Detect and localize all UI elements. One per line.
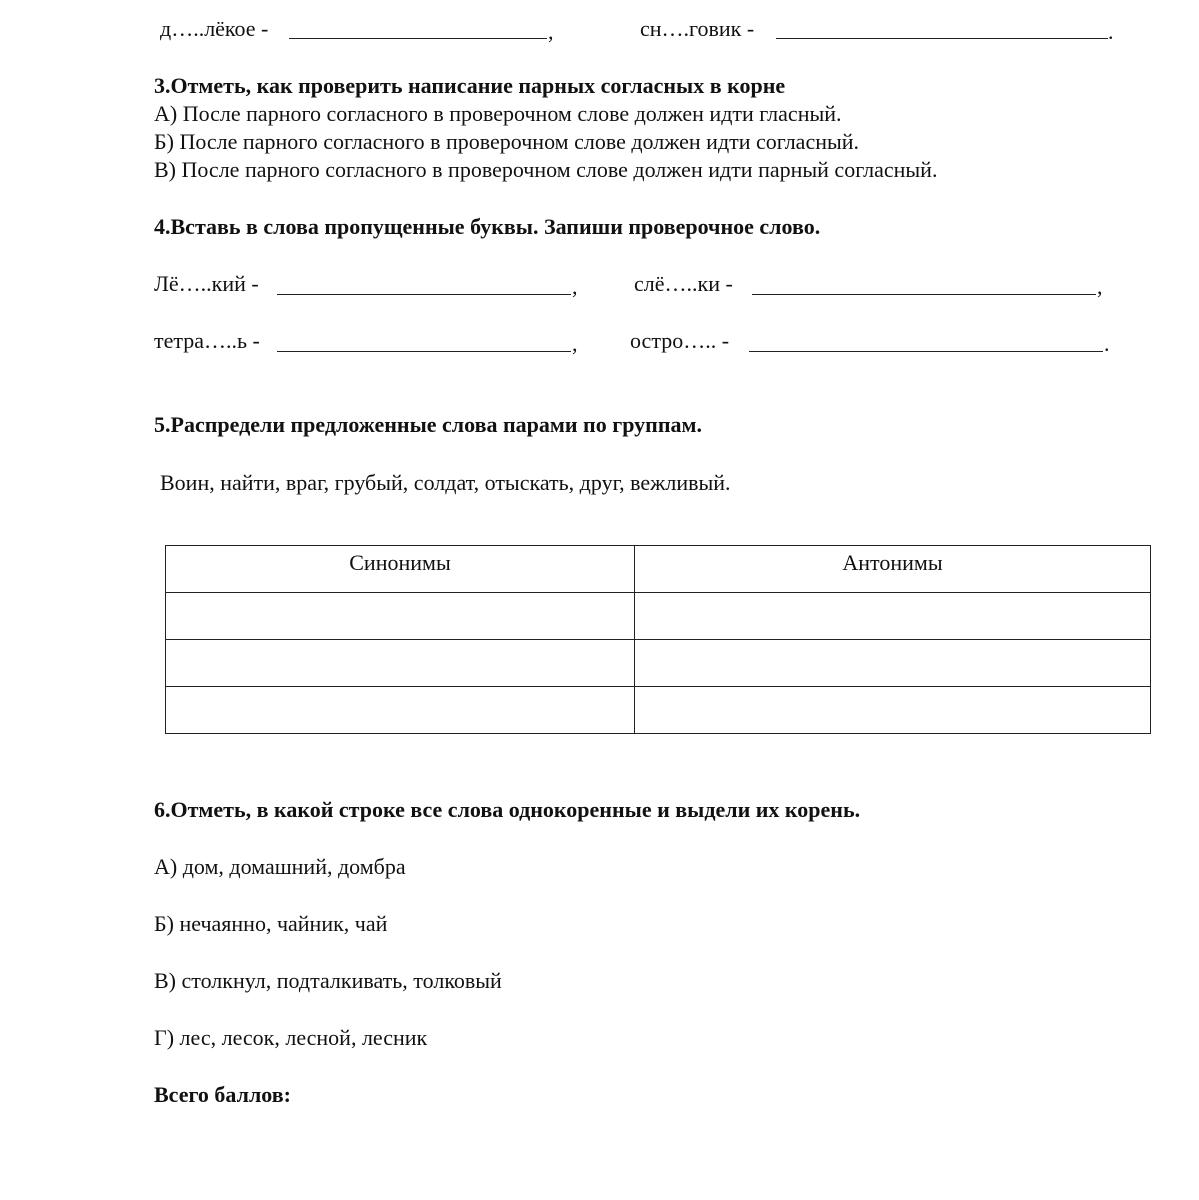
task3-option-c[interactable]: В) После парного согласного в проверочном слове должен идти парный согласный.	[154, 157, 938, 182]
synonyms-antonyms-table	[165, 545, 1151, 734]
task3-option-b[interactable]: Б) После парного согласного в проверочном слове должен идти согласный.	[154, 129, 860, 154]
task4-title: 4.Вставь в слова пропущенные буквы. Запиши проверочное слово.	[154, 214, 821, 239]
task4-word-4: остро….. -	[630, 328, 730, 353]
answer-blank-task4-1[interactable]	[277, 294, 571, 295]
answer-blank-task4-3[interactable]	[277, 351, 571, 352]
answer-blank-task4-2[interactable]	[752, 294, 1096, 295]
answer-blank-task4-4[interactable]	[749, 351, 1103, 352]
antonyms-cell-2[interactable]	[635, 640, 1151, 687]
total-score-label: Всего баллов:	[154, 1082, 291, 1107]
header-antonyms: Антонимы	[635, 546, 1151, 593]
task4-comma-2: ,	[1097, 274, 1103, 299]
task4-word-2: слё…..ки -	[634, 271, 733, 296]
task3-option-a[interactable]: А) После парного согласного в проверочном слове должен идти гласный.	[154, 101, 842, 126]
top-period: .	[1108, 19, 1114, 44]
top-word-1: д…..лёкое -	[160, 16, 269, 41]
task4-word-1: Лё…..кий -	[154, 271, 259, 296]
synonyms-cell-3[interactable]	[166, 687, 635, 734]
answer-blank-top-1[interactable]	[289, 38, 547, 39]
task6-option-b[interactable]: Б) нечаянно, чайник, чай	[154, 911, 388, 936]
task6-title: 6.Отметь, в какой строке все слова однокоренные и выдели их корень.	[154, 797, 861, 822]
top-word-2: сн….говик -	[640, 16, 755, 41]
antonyms-cell-1[interactable]	[635, 593, 1151, 640]
synonyms-cell-2[interactable]	[166, 640, 635, 687]
task6-option-d[interactable]: Г) лес, лесок, лесной, лесник	[154, 1025, 428, 1050]
task3-title: 3.Отметь, как проверить написание парных согласных в корне	[154, 73, 786, 98]
task4-comma-3: ,	[572, 331, 578, 356]
task4-period: .	[1104, 331, 1110, 356]
task4-comma-1: ,	[572, 274, 578, 299]
table-header-row	[166, 546, 1151, 593]
task5-title: 5.Распредели предложенные слова парами по группам.	[154, 412, 702, 437]
answer-blank-top-2[interactable]	[776, 38, 1108, 39]
task5-word-list: Воин, найти, враг, грубый, солдат, отыскать, друг, вежливый.	[160, 470, 731, 495]
antonyms-cell-3[interactable]	[635, 687, 1151, 734]
header-synonyms: Синонимы	[166, 546, 635, 593]
task6-option-a[interactable]: А) дом, домашний, домбра	[154, 854, 406, 879]
task6-option-c[interactable]: В) столкнул, подталкивать, толковый	[154, 968, 502, 993]
table-row	[166, 687, 1151, 734]
synonyms-cell-1[interactable]	[166, 593, 635, 640]
table-row	[166, 640, 1151, 687]
table-row	[166, 593, 1151, 640]
task4-word-3: тетра…..ь -	[154, 328, 260, 353]
top-comma: ,	[548, 19, 554, 44]
